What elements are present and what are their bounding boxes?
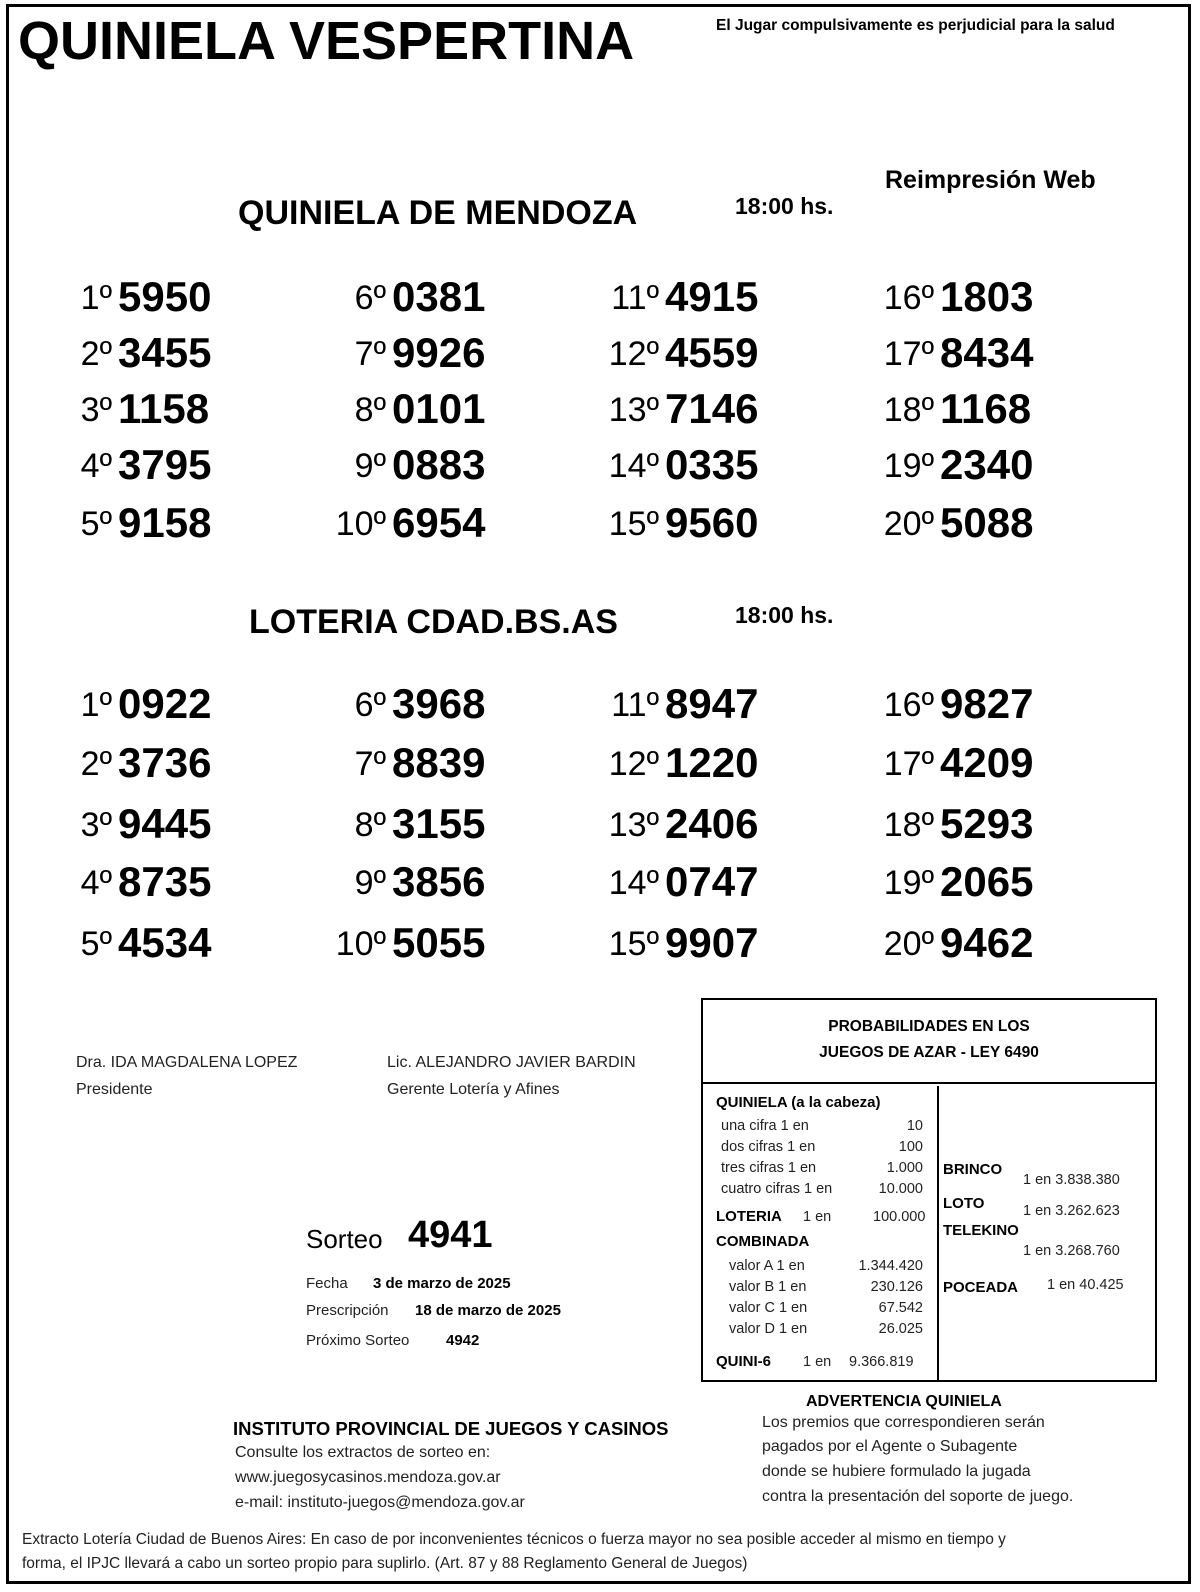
drawn-number: 4559 bbox=[665, 329, 759, 376]
drawn-number: 3736 bbox=[118, 739, 212, 786]
position-ordinal: 15º bbox=[608, 505, 659, 543]
drawn-number: 8434 bbox=[940, 329, 1034, 376]
signatory-left-name: Dra. IDA MAGDALENA LOPEZ bbox=[76, 1054, 298, 1071]
position-ordinal: 17º bbox=[883, 335, 934, 373]
loto-prob-value: 1 en 3.262.623 bbox=[1023, 1203, 1120, 1219]
position-ordinal: 12º bbox=[608, 335, 659, 373]
mendoza-title: QUINIELA DE MENDOZA bbox=[238, 194, 638, 232]
drawn-number: 5088 bbox=[940, 499, 1034, 546]
advertencia-line1: Los premios que correspondieren serán bbox=[762, 1414, 1045, 1431]
poceada-prob-value: 1 en 40.425 bbox=[1047, 1277, 1124, 1293]
position-ordinal: 20º bbox=[883, 505, 934, 543]
drawn-number: 5950 bbox=[118, 273, 212, 320]
drawn-number: 5055 bbox=[392, 919, 486, 966]
proximo-label: Próximo Sorteo bbox=[306, 1332, 410, 1349]
prob-row-label: valor C 1 en bbox=[729, 1300, 808, 1316]
probabilities-box bbox=[701, 998, 1157, 1382]
fecha-label: Fecha bbox=[306, 1275, 348, 1292]
quini6-prob-label: QUINI-6 bbox=[716, 1353, 772, 1370]
position-ordinal: 10º bbox=[335, 925, 386, 963]
drawn-number: 8947 bbox=[665, 680, 759, 727]
position-ordinal: 14º bbox=[608, 447, 659, 485]
institute-line1: Consulte los extractos de sorteo en: bbox=[235, 1444, 491, 1461]
prob-row-label: tres cifras 1 en bbox=[721, 1160, 817, 1176]
drawn-number: 9827 bbox=[940, 680, 1034, 727]
position-ordinal: 16º bbox=[883, 279, 934, 317]
bsas-result-19 bbox=[0, 858, 1200, 914]
position-ordinal: 11º bbox=[611, 686, 659, 724]
probabilities-title-line1: PROBABILIDADES EN LOS bbox=[828, 1018, 1030, 1035]
drawn-number: 3795 bbox=[118, 441, 212, 488]
advertencia-title: ADVERTENCIA QUINIELA bbox=[806, 1393, 1002, 1410]
prescripcion-value: 18 de marzo de 2025 bbox=[415, 1302, 561, 1319]
position-ordinal: 5º bbox=[80, 505, 112, 543]
position-ordinal: 10º bbox=[335, 505, 386, 543]
prob-row-value: 1.344.420 bbox=[858, 1258, 923, 1274]
drawn-number: 9462 bbox=[940, 919, 1034, 966]
drawn-number: 4915 bbox=[665, 273, 759, 320]
loteria-prob-value: 100.000 bbox=[873, 1209, 926, 1225]
institute-title: INSTITUTO PROVINCIAL DE JUEGOS Y CASINOS bbox=[233, 1418, 669, 1439]
drawn-number: 2340 bbox=[940, 441, 1034, 488]
bsas-result-18 bbox=[0, 800, 1200, 856]
institute-email-link[interactable]: e-mail: instituto-juegos@mendoza.gov.ar bbox=[235, 1494, 525, 1511]
brinco-prob-label: BRINCO bbox=[943, 1161, 1003, 1178]
prob-row-label: valor B 1 en bbox=[729, 1279, 807, 1295]
drawn-number: 3155 bbox=[392, 800, 486, 847]
drawn-number: 0335 bbox=[665, 441, 759, 488]
gambling-warning: El Jugar compulsivamente es perjudicial para la salud bbox=[716, 17, 1115, 34]
quini6-prob-value: 9.366.819 bbox=[849, 1354, 914, 1370]
drawn-number: 0381 bbox=[392, 273, 486, 320]
fecha-value: 3 de marzo de 2025 bbox=[373, 1275, 511, 1292]
position-ordinal: 12º bbox=[608, 745, 659, 783]
page-title: QUINIELA VESPERTINA bbox=[18, 11, 635, 71]
drawn-number: 2065 bbox=[940, 858, 1034, 905]
position-ordinal: 13º bbox=[608, 806, 659, 844]
institute-website-link[interactable]: www.juegosycasinos.mendoza.gov.ar bbox=[235, 1469, 501, 1486]
mendoza-result-20 bbox=[0, 499, 1200, 555]
drawn-number: 3856 bbox=[392, 858, 486, 905]
bsas-time: 18:00 hs. bbox=[735, 602, 834, 628]
position-ordinal: 14º bbox=[608, 864, 659, 902]
brinco-prob-value: 1 en 3.838.380 bbox=[1023, 1172, 1120, 1188]
drawn-number: 1168 bbox=[940, 385, 1032, 432]
position-ordinal: 5º bbox=[80, 925, 112, 963]
prob-row-value: 67.542 bbox=[878, 1300, 923, 1316]
prob-row-value: 1.000 bbox=[886, 1160, 923, 1176]
prob-row-value: 230.126 bbox=[870, 1279, 923, 1295]
telekino-prob-value: 1 en 3.268.760 bbox=[1023, 1243, 1120, 1259]
prob-row-label: dos cifras 1 en bbox=[721, 1139, 816, 1155]
position-ordinal: 11º bbox=[611, 279, 659, 317]
sorteo-label: Sorteo bbox=[306, 1224, 383, 1254]
bsas-result-20 bbox=[0, 919, 1200, 975]
position-ordinal: 8º bbox=[354, 391, 386, 429]
quini6-prob-text: 1 en bbox=[803, 1354, 832, 1370]
prob-row-value: 26.025 bbox=[878, 1321, 923, 1337]
drawn-number: 9158 bbox=[118, 499, 212, 546]
drawn-number: 9907 bbox=[665, 919, 759, 966]
drawn-number: 2406 bbox=[665, 800, 759, 847]
drawn-number: 0747 bbox=[665, 858, 759, 905]
position-ordinal: 4º bbox=[80, 864, 112, 902]
position-ordinal: 6º bbox=[354, 279, 386, 317]
position-ordinal: 15º bbox=[608, 925, 659, 963]
position-ordinal: 4º bbox=[80, 447, 112, 485]
mendoza-result-17 bbox=[0, 329, 1200, 385]
bsas-title: LOTERIA CDAD.BS.AS bbox=[249, 603, 618, 641]
prob-row-label: cuatro cifras 1 en bbox=[721, 1181, 833, 1197]
proximo-value: 4942 bbox=[446, 1332, 480, 1349]
position-ordinal: 9º bbox=[354, 864, 386, 902]
drawn-number: 4209 bbox=[940, 739, 1034, 786]
drawn-number: 9445 bbox=[118, 800, 212, 847]
position-ordinal: 2º bbox=[80, 335, 112, 373]
loteria-prob-label: LOTERIA bbox=[716, 1208, 782, 1225]
signatory-right-name: Lic. ALEJANDRO JAVIER BARDIN bbox=[387, 1054, 636, 1071]
mendoza-result-16 bbox=[0, 273, 1200, 329]
position-ordinal: 2º bbox=[80, 745, 112, 783]
probabilities-title-line2: JUEGOS DE AZAR - LEY 6490 bbox=[819, 1044, 1039, 1061]
poceada-prob-label: POCEADA bbox=[943, 1279, 1019, 1296]
position-ordinal: 19º bbox=[883, 864, 934, 902]
position-ordinal: 16º bbox=[883, 686, 934, 724]
position-ordinal: 9º bbox=[354, 447, 386, 485]
footer-line1: Extracto Lotería Ciudad de Buenos Aires: En caso de por inconvenientes técnicos o fuerza mayor no sea posible acceder al mismo en tiempo y bbox=[22, 1531, 1006, 1548]
signatory-right-role: Gerente Lotería y Afines bbox=[387, 1081, 560, 1098]
advertencia-line4: contra la presentación del soporte de juego. bbox=[762, 1488, 1074, 1505]
prob-row-value: 10 bbox=[906, 1118, 923, 1134]
position-ordinal: 3º bbox=[80, 391, 112, 429]
footer-line2: forma, el IPJC llevará a cabo un sorteo propio para suplirlo. (Art. 87 y 88 Reglamento General de Juegos) bbox=[22, 1555, 748, 1572]
probabilities-divider bbox=[937, 1086, 939, 1380]
prob-row-label: valor A 1 en bbox=[729, 1258, 805, 1274]
position-ordinal: 19º bbox=[883, 447, 934, 485]
loteria-prob-text: 1 en bbox=[803, 1209, 832, 1225]
advertencia-line2: pagados por el Agente o Subagente bbox=[762, 1438, 1018, 1455]
bsas-result-16 bbox=[0, 680, 1200, 736]
prob-row-label: una cifra 1 en bbox=[721, 1118, 809, 1134]
sorteo-number: 4941 bbox=[408, 1214, 493, 1256]
drawn-number: 7146 bbox=[665, 385, 759, 432]
drawn-number: 0922 bbox=[118, 680, 212, 727]
drawn-number: 9560 bbox=[665, 499, 759, 546]
prescripcion-label: Prescripción bbox=[306, 1302, 389, 1319]
position-ordinal: 1º bbox=[80, 279, 112, 317]
reprint-label: Reimpresión Web bbox=[885, 166, 1096, 194]
position-ordinal: 13º bbox=[608, 391, 659, 429]
drawn-number: 8735 bbox=[118, 858, 212, 905]
signatory-left-role: Presidente bbox=[76, 1081, 153, 1098]
quiniela-prob-title: QUINIELA (a la cabeza) bbox=[716, 1094, 881, 1111]
position-ordinal: 7º bbox=[354, 335, 386, 373]
position-ordinal: 1º bbox=[80, 686, 112, 724]
position-ordinal: 17º bbox=[883, 745, 934, 783]
drawn-number: 3455 bbox=[118, 329, 212, 376]
drawn-number: 1220 bbox=[665, 739, 759, 786]
mendoza-result-18 bbox=[0, 385, 1200, 441]
position-ordinal: 3º bbox=[80, 806, 112, 844]
prob-row-label: valor D 1 en bbox=[729, 1321, 808, 1337]
bsas-result-17 bbox=[0, 739, 1200, 795]
prob-row-value: 10.000 bbox=[878, 1181, 923, 1197]
position-ordinal: 18º bbox=[883, 391, 934, 429]
position-ordinal: 20º bbox=[883, 925, 934, 963]
drawn-number: 5293 bbox=[940, 800, 1034, 847]
telekino-prob-label: TELEKINO bbox=[943, 1222, 1019, 1239]
prob-row-value: 100 bbox=[898, 1139, 923, 1155]
drawn-number: 1803 bbox=[940, 273, 1034, 320]
drawn-number: 6954 bbox=[392, 499, 486, 546]
drawn-number: 8839 bbox=[392, 739, 486, 786]
drawn-number: 3968 bbox=[392, 680, 486, 727]
probabilities-header bbox=[703, 1000, 1155, 1084]
mendoza-time: 18:00 hs. bbox=[735, 193, 834, 219]
position-ordinal: 18º bbox=[883, 806, 934, 844]
position-ordinal: 6º bbox=[354, 686, 386, 724]
mendoza-result-19 bbox=[0, 441, 1200, 497]
drawn-number: 0101 bbox=[392, 385, 486, 432]
drawn-number: 9926 bbox=[392, 329, 486, 376]
position-ordinal: 8º bbox=[354, 806, 386, 844]
drawn-number: 0883 bbox=[392, 441, 486, 488]
drawn-number: 1158 bbox=[118, 385, 210, 432]
advertencia-line3: donde se hubiere formulado la jugada bbox=[762, 1463, 1031, 1480]
position-ordinal: 7º bbox=[354, 745, 386, 783]
drawn-number: 4534 bbox=[118, 919, 212, 966]
loto-prob-label: LOTO bbox=[943, 1195, 985, 1212]
combinada-prob-title: COMBINADA bbox=[716, 1233, 810, 1250]
